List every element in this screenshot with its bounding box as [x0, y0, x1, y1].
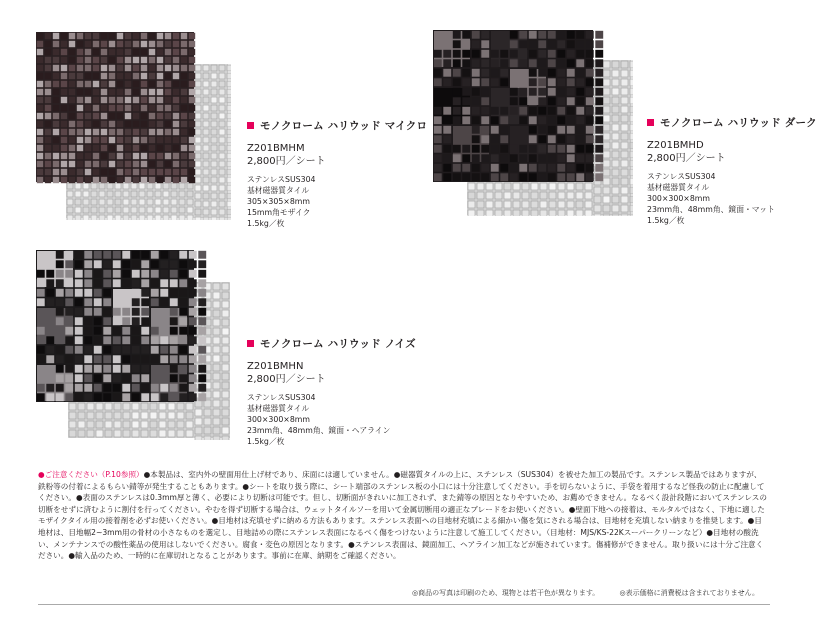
- product-specs: ステンレスSUS304 基材磁器質タイル 305×305×8mm 15mm角モザイク 1.5kg／枚: [247, 175, 316, 228]
- caution-title: ●ご注意ください（P.10参照）: [38, 470, 144, 479]
- product-name: モノクローム ハリウッド ノイズ: [247, 339, 416, 350]
- bullet-square-icon: [247, 122, 254, 129]
- product-info-dark: [647, 118, 817, 226]
- tax-note: ◎表示価格に消費税は含まれておりません。: [619, 589, 760, 597]
- product-info-noise: [247, 339, 416, 447]
- bullet-square-icon: [647, 119, 654, 126]
- caution-notes: [38, 469, 768, 562]
- photo-color-note: ◎商品の写真は印刷のため、現物とは若干色が異なります。: [412, 589, 600, 597]
- footer-notes: [412, 588, 777, 598]
- product-specs: ステンレスSUS304 基材磁器質タイル 300×300×8mm 23mm角、48mm角、鏡面・ヘアライン 1.5kg／枚: [247, 393, 391, 446]
- product-code: Z201BMHM: [247, 143, 305, 154]
- product-image-micro: [36, 32, 231, 220]
- caution-body: ●本製品は、室内外の壁面用仕上げ材であり、床面には適していません。●磁器質タイルの上に、ステンレス（SUS304）を被せた加工の製品です。ステンレス製品ではありますが、鉄粉等の付着によるもらい錆等が発生することもあります。●シートを取り扱う際に、シート端部のステンレス板の小口には十分注意してください。手を切らないように、手袋を着用するなど怪我の防止に配慮してください。●表面のステンレスは0.3mm厚と薄く、必要により切断は可能です。但し、切断面がきれいに加工されず、また錆等の原因となりやすいため、お薦めできません。なるべく設計段階においてステンレスの切断をせずに済むように割付を行ってください。やむを得ず切断する場合は、ウェットタイルソーを用いて金属切断用の適正なブレードをお使いください。●壁面下地への接着は、モルタルではなく、下地に適したモザイクタイル用の接着剤を必ずお使いください。●目地材は充填せずに納める方法もあります。ステンレス表面への目地材充填による細かい傷を気にされる場合は、目地材を充填しない納まりを推奨します。●目地材は、目地幅2~3mm用の骨材の小さなものを選定し、目地詰めの際にステンレス表面になるべく傷をつけないように注意して施工してください。（目地材：MJS/KS-22Kスーパークリーンなど）●目地材の酸洗い、メンテナンスでの酸性薬品の使用はしないでください。腐食・変色の原因となります。●ステンレス表面は、鏡面加工、ヘアライン加工などが施されています。傷補修ができません。取り扱いには十分ご注意ください。●輸入品のため、一時的に在庫切れとなることがあります。事前に在庫、納期をご確認ください。: [38, 470, 767, 561]
- product-code: Z201BMHD: [647, 140, 704, 151]
- product-price: 2,800円／シート: [247, 156, 326, 167]
- product-code: Z201BMHN: [247, 361, 304, 372]
- product-price: 2,800円／シート: [247, 374, 326, 385]
- product-price: 2,800円／シート: [647, 153, 726, 164]
- product-image-noise: [36, 250, 232, 440]
- product-image-dark: [433, 30, 633, 216]
- product-name: モノクローム ハリウッド ダーク: [647, 118, 817, 129]
- bullet-square-icon: [247, 340, 254, 347]
- product-info-micro: [247, 121, 427, 229]
- product-name: モノクローム ハリウッド マイクロ: [247, 121, 427, 132]
- product-specs: ステンレスSUS304 基材磁器質タイル 300×300×8mm 23mm角、48mm角、鏡面・マット 1.5kg／枚: [647, 172, 775, 225]
- divider: [38, 604, 770, 605]
